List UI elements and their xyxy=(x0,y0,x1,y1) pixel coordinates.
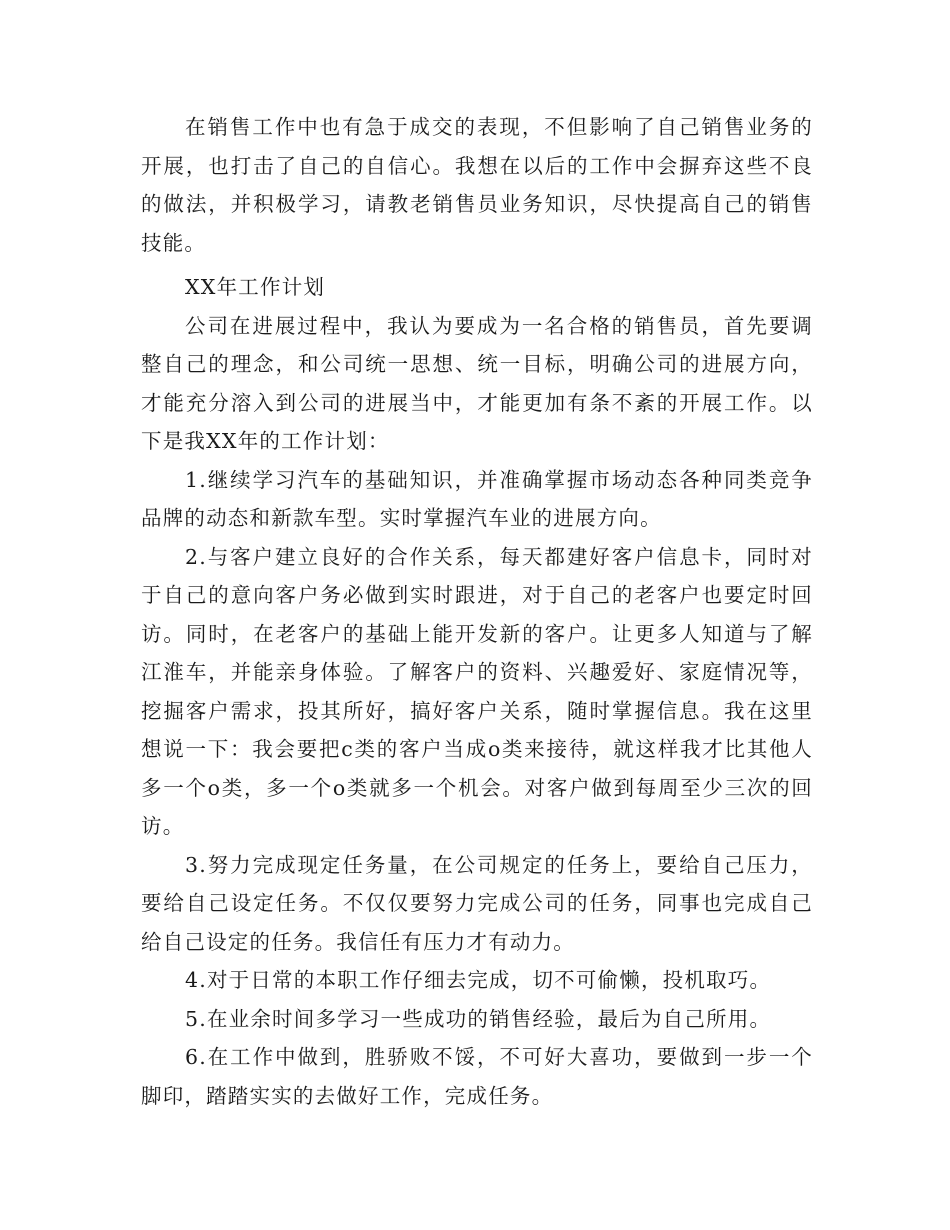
document-body xyxy=(141,108,813,1115)
section-heading-work-plan: XX年工作计划 xyxy=(185,275,326,299)
plan-item-3: 3.努力完成现定任务量，在公司规定的任务上，要给自己压力，要给自己设定任务。不仅仅要努力完成公司的任务，同事也完成自己给自己设定的任务。我信任有压力才有动力。 xyxy=(141,852,813,954)
plan-item-5: 5.在业余时间多学习一些成功的销售经验，最后为自己所用。 xyxy=(185,1006,772,1031)
plan-item-6: 6.在工作中做到，胜骄败不馁，不可好大喜功，要做到一步一个脚印，踏踏实实的去做好工作，完成任务。 xyxy=(141,1045,813,1108)
plan-item-1: 1.继续学习汽车的基础知识，并准确掌握市场动态各种同类竞争品牌的动态和新款车型。实时掌握汽车业的进展方向。 xyxy=(141,467,813,530)
plan-item-2: 2.与客户建立良好的合作关系，每天都建好客户信息卡，同时对于自己的意向客户务必做到实时跟进，对于自己的老客户也要定时回访。同时，在老客户的基础上能开发新的客户。让更多人知道与了解江淮车，并能亲身体验。了解客户的资料、兴趣爱好、家庭情况等，挖掘客户需求，投其所好，搞好客户关系，随时掌握信息。我在这里想说一下：我会要把c类的客户当成o类来接待，就这样我才比其他人多一个o类，多一个o类就多一个机会。对客户做到每周至少三次的回访。 xyxy=(141,544,813,838)
paragraph-plan-intro: 公司在进展过程中，我认为要成为一名合格的销售员，首先要调整自己的理念，和公司统一思想、统一目标，明确公司的进展方向，才能充分溶入到公司的进展当中，才能更加有条不紊的开展工作。以下是我XX年的工作计划： xyxy=(141,313,813,453)
paragraph-sales-reflection: 在销售工作中也有急于成交的表现，不但影响了自己销售业务的开展，也打击了自己的自信心。我想在以后的工作中会摒弃这些不良的做法，并积极学习，请教老销售员业务知识，尽快提高自己的销售技能。 xyxy=(141,115,813,255)
plan-item-4: 4.对于日常的本职工作仔细去完成，切不可偷懒，投机取巧。 xyxy=(185,968,772,992)
